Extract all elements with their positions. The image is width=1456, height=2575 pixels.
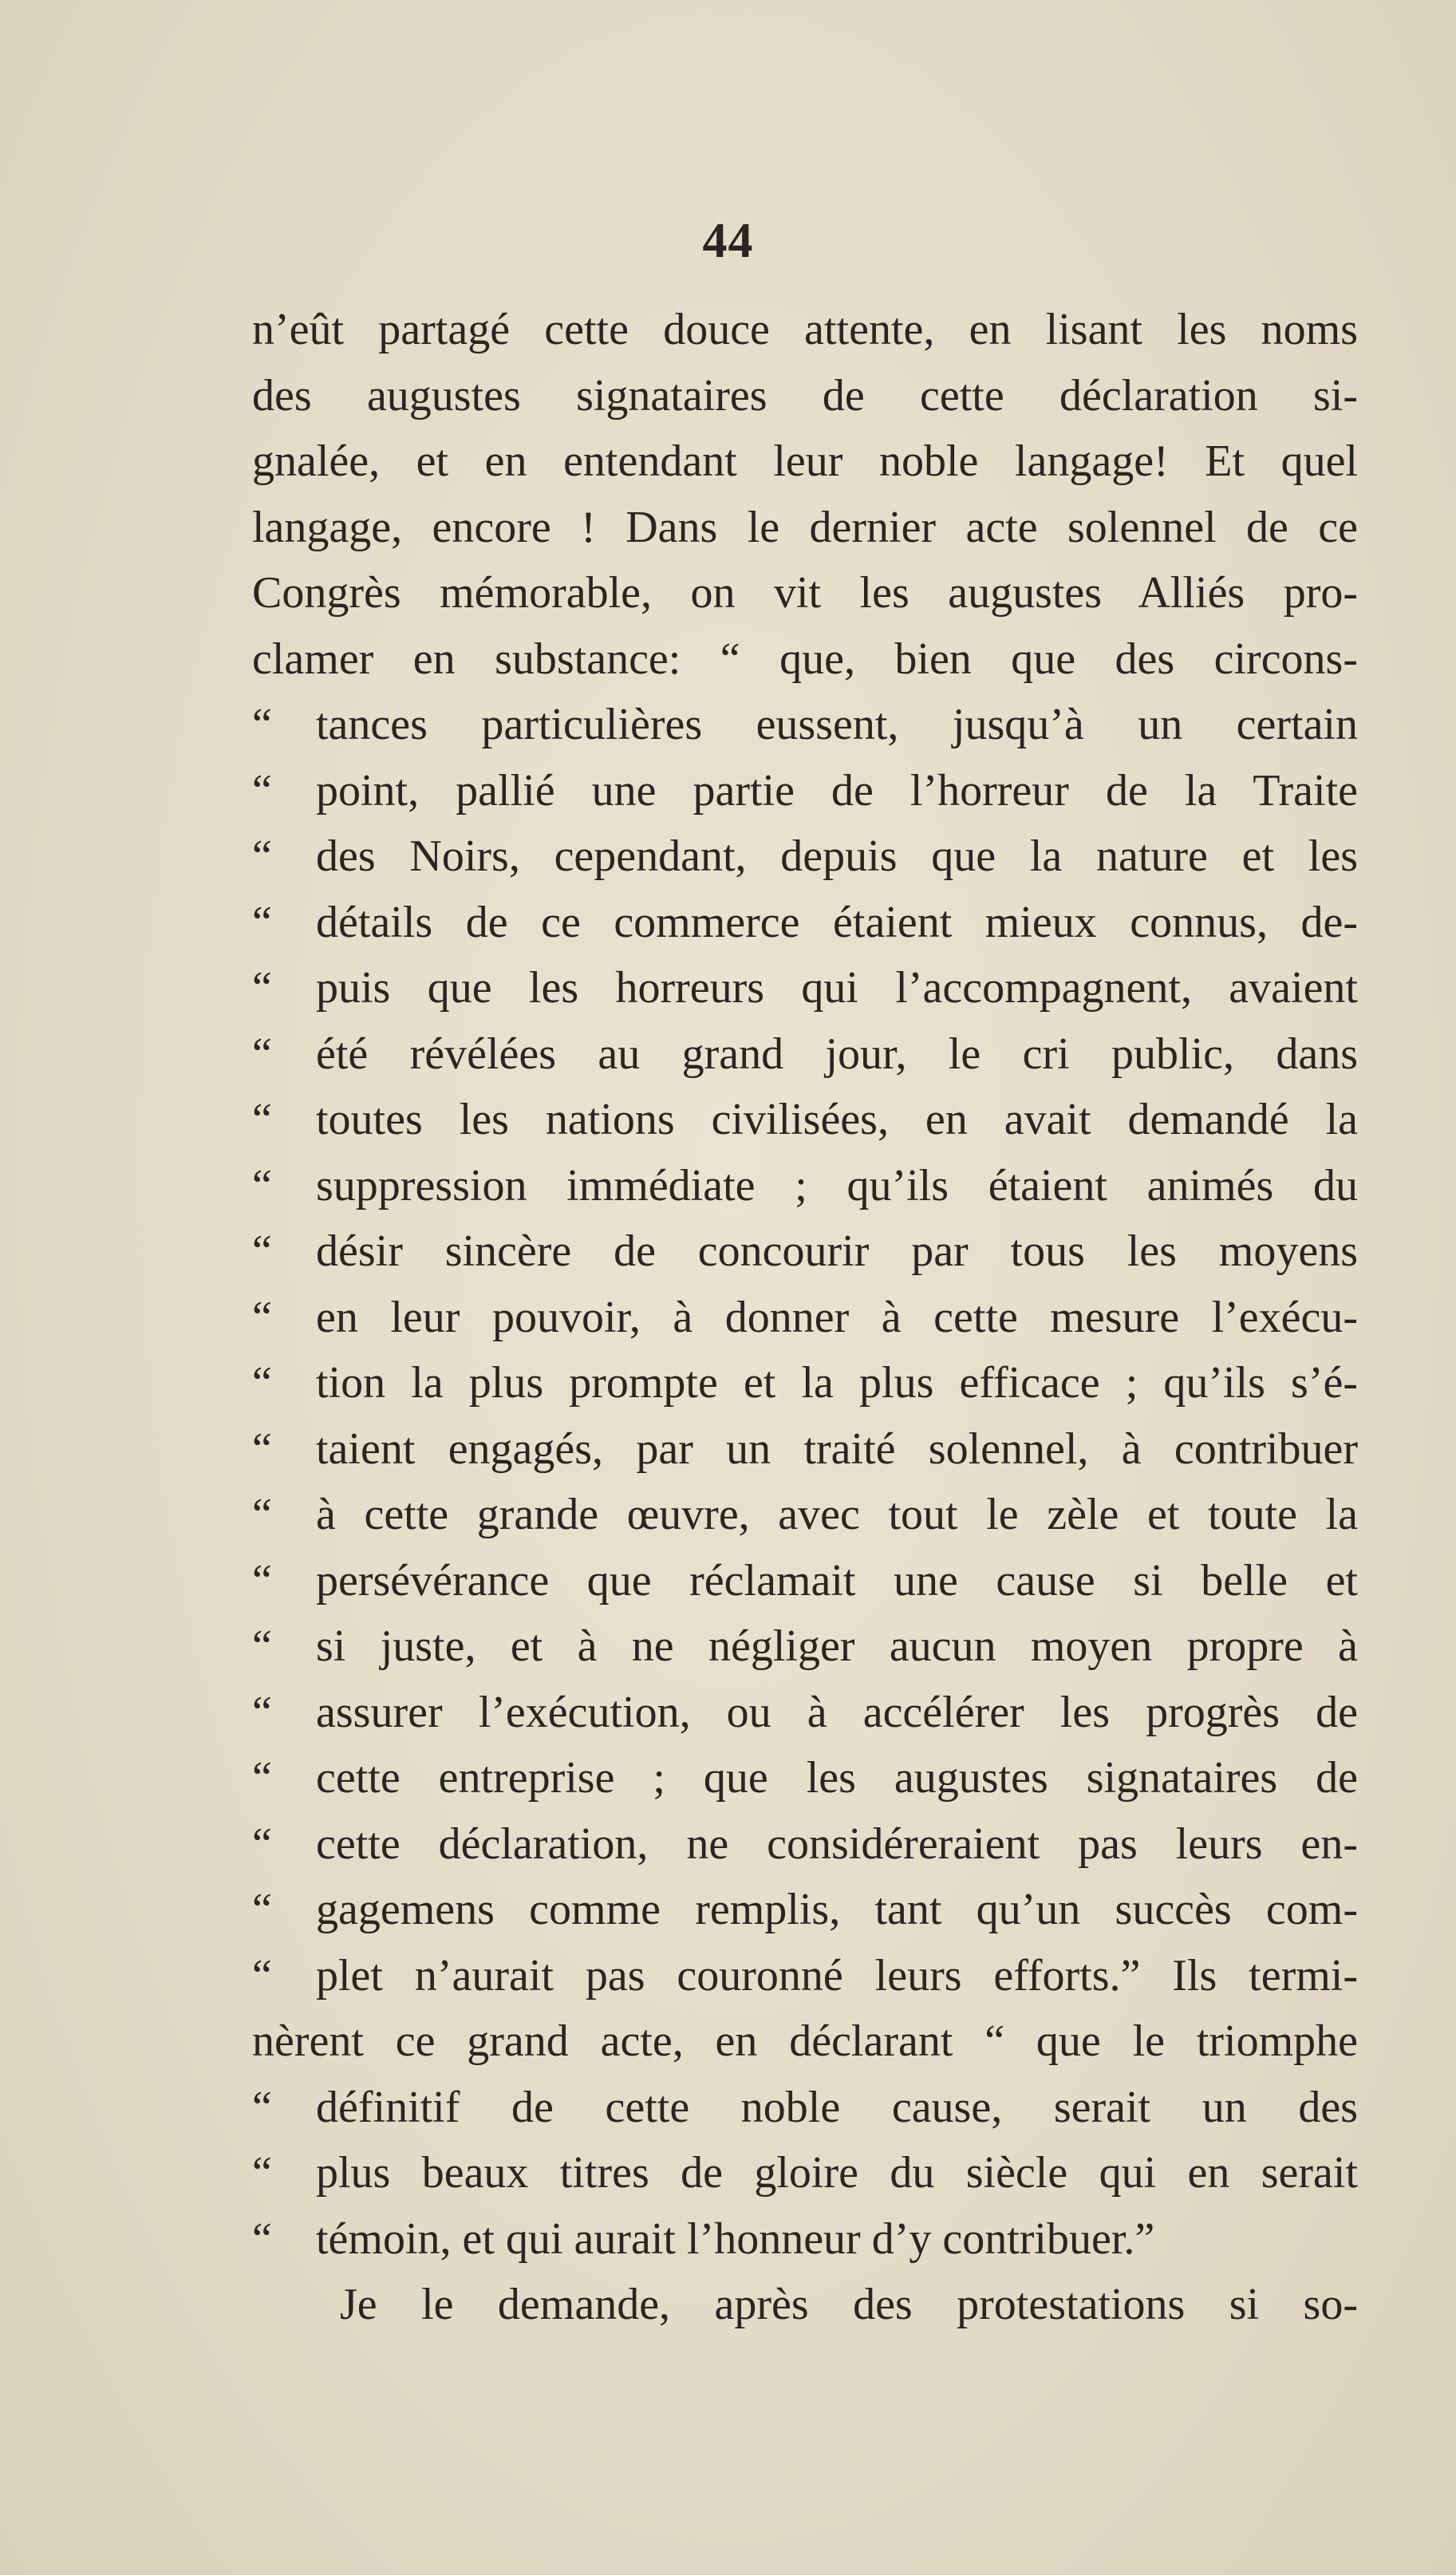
quoted-line: “ taient engagés, par un traité solennel, à contribuer [252, 1416, 1358, 1483]
quote-mark: “ [252, 1950, 272, 2000]
quoted-line: “ assurer l’exécution, ou à accélérer les progrès de [252, 1680, 1358, 1746]
text-line: nèrent ce grand acte, en déclarant “ que le triomphe [252, 2016, 1358, 2066]
text-line: des augustes signataires de cette déclaration si- [252, 370, 1358, 421]
quote-mark: “ [252, 1424, 272, 1474]
text-line: Congrès mémorable, on vit les augustes Alliés pro- [252, 568, 1358, 618]
quoted-line: “ à cette grande œuvre, avec tout le zèle et toute la [252, 1482, 1358, 1548]
quote-mark: “ [252, 1095, 272, 1144]
quote-mark: “ [252, 765, 272, 816]
quote-mark: “ [252, 1621, 272, 1671]
quote-mark: “ [252, 2214, 272, 2264]
quote-mark: “ [252, 1885, 272, 1934]
text-line: n’eût partagé cette douce attente, en lisant les noms [252, 305, 1358, 354]
quote-mark: “ [252, 1687, 272, 1737]
quote-mark: “ [252, 1160, 272, 1210]
quoted-line: “ été révélées au grand jour, le cri public, dans [252, 1021, 1358, 1088]
quoted-line: “ si juste, et à ne négliger aucun moyen propre à [252, 1613, 1358, 1680]
quoted-line: “ puis que les horreurs qui l’accompagnent, avaient [252, 955, 1358, 1021]
quoted-line: “ cette déclaration, ne considéreraient pas leurs en- [252, 1811, 1358, 1878]
quoted-line: “ gagemens comme remplis, tant qu’un succès com- [252, 1877, 1358, 1943]
quoted-line: “ tion la plus prompte et la plus efficace ; qu’ils s’é- [252, 1350, 1358, 1416]
quoted-line: “ suppression immédiate ; qu’ils étaient animés du [252, 1153, 1358, 1219]
quoted-line: “ cette entreprise ; que les augustes signataires de [252, 1745, 1358, 1811]
quoted-line: “ point, pallié une partie de l’horreur de la Traite [252, 758, 1358, 824]
quote-mark: “ [252, 1358, 272, 1408]
text-line: langage, encore ! Dans le dernier acte solennel de ce [252, 502, 1358, 552]
quoted-line: “ plus beaux titres de gloire du siècle qui en serait [252, 2140, 1358, 2206]
quote-mark: “ [252, 963, 272, 1013]
paragraph-start-line: Je le demande, après des protestations si so- [340, 2280, 1358, 2329]
quote-mark: “ [252, 2148, 272, 2198]
page-number: 44 [702, 214, 754, 268]
quote-mark: “ [252, 1753, 272, 1803]
quoted-line: “ témoin, et qui aurait l’honneur d’y contribuer.” [252, 2206, 1358, 2273]
quote-mark: “ [252, 700, 272, 749]
text-line: gnalée, et en entendant leur noble langage! Et quel [252, 436, 1358, 486]
quoted-line: “ en leur pouvoir, à donner à cette mesure l’exécu- [252, 1285, 1358, 1351]
quote-mark: “ [252, 2082, 272, 2132]
body-text [252, 297, 1358, 2338]
quote-mark: “ [252, 1292, 272, 1342]
quote-mark: “ [252, 1029, 272, 1079]
quoted-line: “ des Noirs, cependant, depuis que la nature et les [252, 823, 1358, 890]
quoted-line: “ persévérance que réclamait une cause si belle et [252, 1548, 1358, 1614]
quoted-line: “ plet n’aurait pas couronné leurs efforts.” Ils termi- [252, 1943, 1358, 2009]
quoted-line: “ désir sincère de concourir par tous les moyens [252, 1218, 1358, 1285]
text-line: clamer en substance: “ que, bien que des circons- [252, 634, 1358, 684]
quoted-line: “ détails de ce commerce étaient mieux connus, de- [252, 890, 1358, 956]
quote-mark: “ [252, 1226, 272, 1276]
quote-mark: “ [252, 1490, 272, 1539]
quoted-line: “ définitif de cette noble cause, serait un des [252, 2075, 1358, 2141]
quote-mark: “ [252, 1555, 272, 1605]
quote-mark: “ [252, 831, 272, 881]
quoted-line: “ toutes les nations civilisées, en avait demandé la [252, 1087, 1358, 1153]
quote-mark: “ [252, 1819, 272, 1869]
quoted-line: “ tances particulières eussent, jusqu’à un certain [252, 692, 1358, 758]
quote-mark: “ [252, 897, 272, 947]
